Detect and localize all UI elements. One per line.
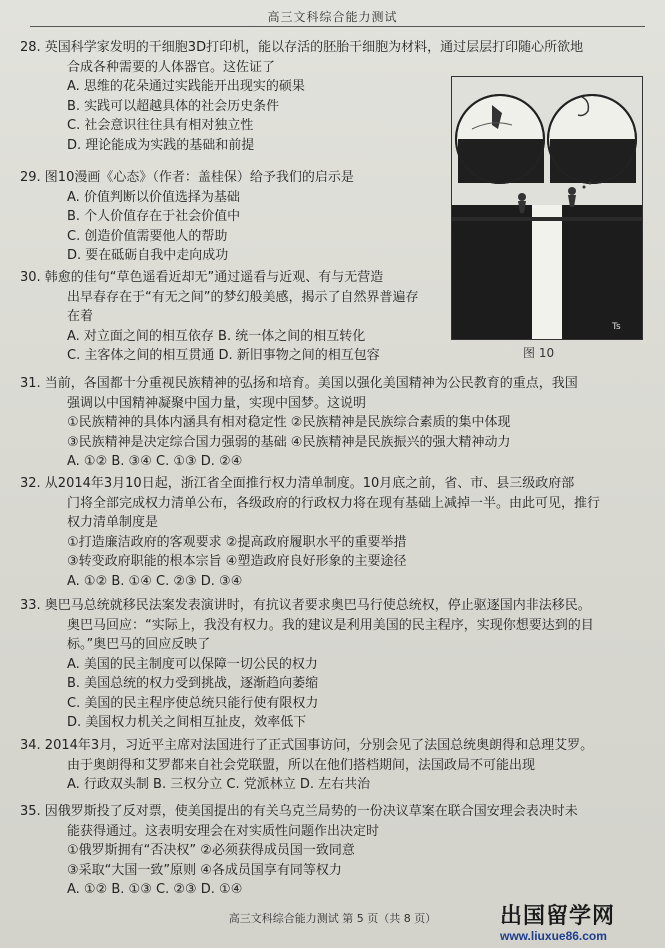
question-30-options-cd: C. 主客体之间的相互贯通 D. 新旧事物之间的相互包容: [67, 348, 380, 363]
question-28-option-d: D. 理论能成为实践的基础和前提: [67, 137, 255, 153]
question-34-line-2: 由于奥朗得和艾罗都来自社会党联盟，所以在他们搭档期间，法国政局不可能出现: [67, 757, 536, 773]
question-32-line-3: 权力清单制度是: [67, 515, 159, 530]
cartoon-figure: [451, 76, 643, 340]
question-28-option-b: B. 实践可以超越具体的社会历史条件: [67, 98, 280, 114]
cartoon-signature: Ts: [612, 322, 621, 332]
question-35: [20, 802, 650, 900]
question-30-options-ab: A. 对立面之间的相互依存 B. 统一体之间的相互转化: [67, 328, 366, 344]
question-30: [20, 268, 440, 366]
question-31-statements-34: ③民族精神是决定综合国力强弱的基础 ④民族精神是民族振兴的强大精神动力: [67, 434, 511, 450]
question-30-line-1: 30. 韩愈的佳句“草色遥看近却无”通过遥看与近观、有与无营造: [20, 270, 384, 285]
question-33-option-a: A. 美国的民主制度可以保障一切公民的权力: [67, 656, 318, 672]
question-33-line-1: 33. 奥巴马总统就移民法案发表演讲时，有抗议者要求奥巴马行使总统权，停止驱逐国内非法移民。: [20, 598, 591, 613]
question-29-option-b: B. 个人价值存在于社会价值中: [67, 209, 241, 224]
question-28-option-c: C. 社会意识往往具有相对独立性: [67, 118, 254, 133]
question-28-line-1: 28. 英国科学家发明的干细胞3D打印机，能以存活的胚胎干细胞为材料，通过层层打印随心所欲地: [20, 40, 584, 55]
page-header: 高三文科综合能力测试: [267, 10, 398, 24]
question-33-line-3: 标。”奥巴马的回应反映了: [67, 637, 211, 652]
question-35-statements-12: ①俄罗斯拥有“否决权” ②必须获得成员国一致同意: [67, 843, 355, 858]
question-33-option-c: C. 美国的民主程序使总统只能行使有限权力: [67, 695, 319, 711]
question-31-choices: A. ①② B. ③④ C. ①③ D. ②④: [67, 454, 243, 469]
question-32: [20, 474, 650, 591]
question-28-option-a: A. 思维的花朵通过实践能开出现实的硕果: [67, 79, 305, 94]
question-35-line-2: 能获得通过。这表明安理会在对实质性问题作出决定时: [67, 823, 380, 839]
watermark-url[interactable]: www.liuxue86.com: [500, 929, 607, 943]
question-32-line-1: 32. 从2014年3月10日起，浙江省全面推行权力清单制度。10月底之前，省、市、县三级政府部: [20, 476, 575, 491]
question-31-line-2: 强调以中国精神凝聚中国力量，实现中国梦。这说明: [67, 395, 367, 411]
question-33: [20, 596, 650, 733]
watermark-brand: 出国留学网: [500, 904, 616, 929]
page-footer: 高三文科综合能力测试 第 5 页（共 8 页）: [228, 912, 437, 925]
question-29-option-a: A. 价值判断以价值选择为基础: [67, 189, 240, 205]
question-34: [20, 736, 650, 795]
question-34-choices: A. 行政双头制 B. 三权分立 C. 党派林立 D. 左右共治: [67, 777, 371, 792]
question-35-statements-34: ③采取“大国一致”原则 ④各成员国享有同等权力: [67, 862, 342, 878]
header-divider: [30, 26, 645, 27]
question-29-option-c: C. 创造价值需要他人的帮助: [67, 228, 228, 244]
question-33-option-d: D. 美国权力机关之间相互扯皮，效率低下: [67, 715, 307, 730]
question-32-statements-12: ①打造廉洁政府的客观要求 ②提高政府履职水平的重要举措: [67, 534, 407, 550]
cartoon-illustration: [452, 77, 642, 339]
question-33-line-2: 奥巴马回应：“实际上，我没有权力。我的建议是利用美国的民主程序，实现你想要达到的目: [67, 617, 594, 633]
question-29: [20, 168, 440, 266]
question-29-line-1: 29. 图10漫画《心态》（作者：盖桂保）给予我们的启示是: [20, 170, 354, 185]
question-32-statements-34: ③转变政府职能的根本宗旨 ④塑造政府良好形象的主要途径: [67, 554, 407, 569]
question-35-line-1: 35. 因俄罗斯投了反对票，使美国提出的有关乌克兰局势的一份决议草案在联合国安理会表决时未: [20, 804, 578, 819]
question-35-choices: A. ①② B. ①③ C. ②③ D. ①④: [67, 882, 243, 897]
question-34-line-1: 34. 2014年3月，习近平主席对法国进行了正式国事访问，分别会见了法国总统奥朗得和总理艾罗。: [20, 738, 594, 753]
site-watermark[interactable]: [500, 905, 660, 945]
question-30-line-2: 出早春存在于“有无之间”的梦幻般美感，揭示了自然界普遍存: [67, 289, 419, 305]
question-33-option-b: B. 美国总统的权力受到挑战，逐渐趋向萎缩: [67, 676, 319, 691]
question-32-line-2: 门将全部完成权力清单公布，各级政府的行政权力将在现有基础上减掉一半。由此可见，推行: [67, 495, 601, 511]
question-31-line-1: 31. 当前，各国都十分重视民族精神的弘扬和培育。美国以强化美国精神为公民教育的重点，我国: [20, 376, 578, 391]
figure-caption: 图 10: [523, 346, 555, 360]
question-32-choices: A. ①② B. ①④ C. ②③ D. ③④: [67, 573, 243, 589]
question-28-line-2: 合成各种需要的人体器官。这佐证了: [67, 59, 276, 75]
question-31: [20, 374, 650, 472]
question-29-option-d: D. 要在砥砺自我中走向成功: [67, 248, 229, 263]
question-30-line-3: 在着: [67, 309, 94, 324]
question-31-statements-12: ①民族精神的具体内涵具有相对稳定性 ②民族精神是民族综合素质的集中体现: [67, 415, 511, 430]
